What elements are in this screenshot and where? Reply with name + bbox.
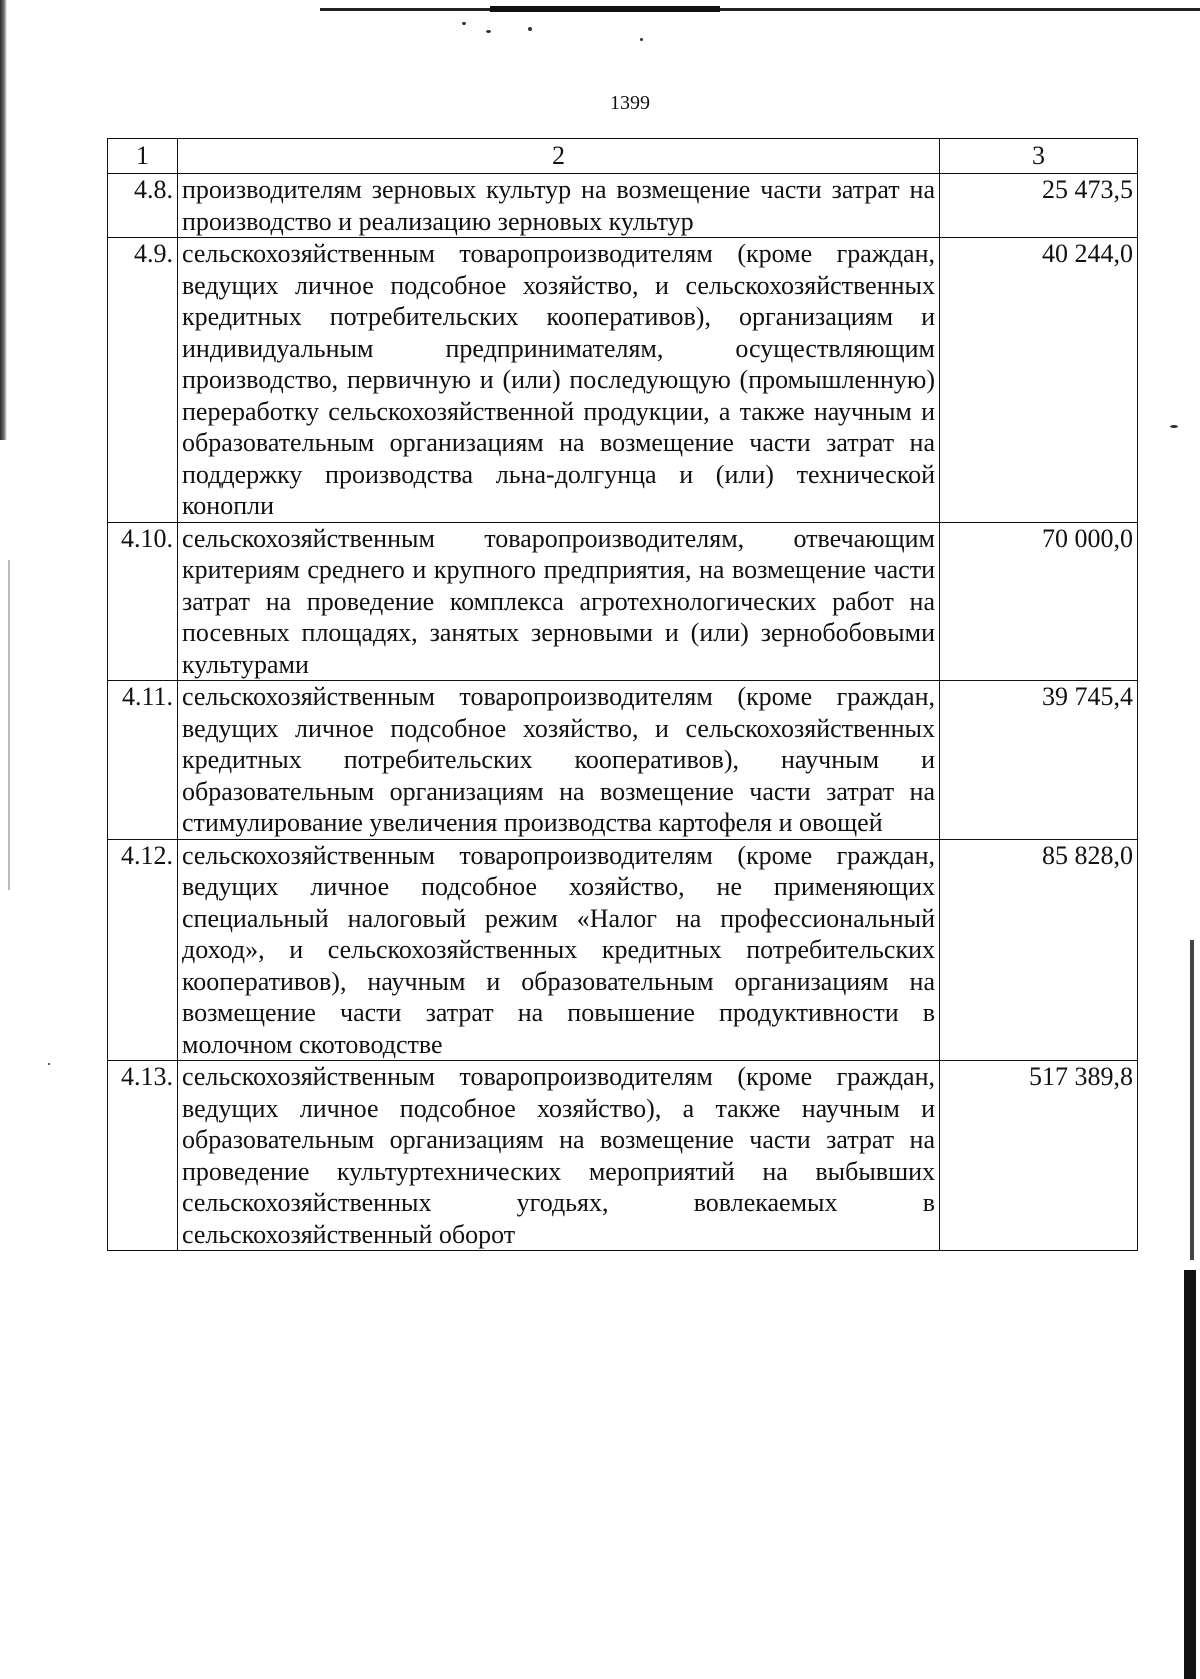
row-number: 4.11.	[108, 681, 178, 840]
row-description: сельскохозяйственным товаропроизводителям (кроме граждан, ведущих личное подсобное хозяйство, и сельскохозяйственных кредитных потребительских кооперативов), организациям и индивидуальным предпринимателям, осуществляющим производство, первичную и (или) последующую (промышленную) переработку сельскохозяйственной продукции, а также научным и образовательным организациям на возмещение части затрат на поддержку производства льна-долгунца и (или) технической конопли	[178, 238, 940, 523]
scan-speck	[486, 30, 491, 33]
scan-edge-left-faint	[8, 560, 10, 890]
row-description: производителям зерновых культур на возмещение части затрат на производство и реализацию зерновых культур	[178, 174, 940, 238]
table-header-cell: 1	[108, 139, 178, 174]
row-description: сельскохозяйственным товаропроизводителям (кроме граждан, ведущих личное подсобное хозяйство, не применяющих специальный налоговый режим «Налог на профессиональный доход», и сельскохозяйственных кредитных потребительских кооперативов), научным и образовательным организациям на возмещение части затрат на повышение продуктивности в молочном скотоводстве	[178, 839, 940, 1061]
row-amount: 40 244,0	[940, 238, 1138, 523]
table-row	[108, 238, 1138, 523]
scan-edge-right	[1184, 1270, 1196, 1679]
page-number: 1399	[610, 92, 650, 114]
row-description: сельскохозяйственным товаропроизводителям, отвечающим критериям среднего и крупного предприятия, на возмещение части затрат на проведение комплекса агротехнологических работ на посевных площадях, занятых зерновыми и (или) зернобобовыми культурами	[178, 522, 940, 681]
row-amount: 25 473,5	[940, 174, 1138, 238]
row-number: 4.9.	[108, 238, 178, 523]
row-description: сельскохозяйственным товаропроизводителям (кроме граждан, ведущих личное подсобное хозяйство), а также научным и образовательным организациям на возмещение части затрат на проведение культуртехнических мероприятий на выбывших сельскохозяйственных угодьях, вовлекаемых в сельскохозяйственный оборот	[178, 1061, 940, 1251]
row-amount: 70 000,0	[940, 522, 1138, 681]
scan-edge-left	[0, 0, 7, 440]
scan-edge-top	[320, 8, 1200, 11]
table-row	[108, 839, 1138, 1061]
scan-speck	[462, 22, 466, 25]
scan-edge-top-thick	[490, 6, 720, 12]
table-row	[108, 1061, 1138, 1251]
scan-speck	[48, 1063, 50, 1065]
scan-edge-right-faint	[1190, 940, 1194, 1260]
row-number: 4.12.	[108, 839, 178, 1061]
table-row	[108, 174, 1138, 238]
scan-speck	[528, 27, 532, 31]
table-row	[108, 681, 1138, 840]
row-amount: 517 389,8	[940, 1061, 1138, 1251]
row-number: 4.10.	[108, 522, 178, 681]
row-amount: 39 745,4	[940, 681, 1138, 840]
scan-speck	[640, 38, 643, 41]
table-header-row	[108, 139, 1138, 174]
row-number: 4.13.	[108, 1061, 178, 1251]
row-number: 4.8.	[108, 174, 178, 238]
table-header-cell: 2	[178, 139, 940, 174]
scan-speck	[1170, 425, 1178, 428]
budget-table	[107, 138, 1138, 1251]
table-row	[108, 522, 1138, 681]
row-description: сельскохозяйственным товаропроизводителям (кроме граждан, ведущих личное подсобное хозяйство, и сельскохозяйственных кредитных потребительских кооперативов), научным и образовательным организациям на возмещение части затрат на стимулирование увеличения производства картофеля и овощей	[178, 681, 940, 840]
row-amount: 85 828,0	[940, 839, 1138, 1061]
table-header-cell: 3	[940, 139, 1138, 174]
